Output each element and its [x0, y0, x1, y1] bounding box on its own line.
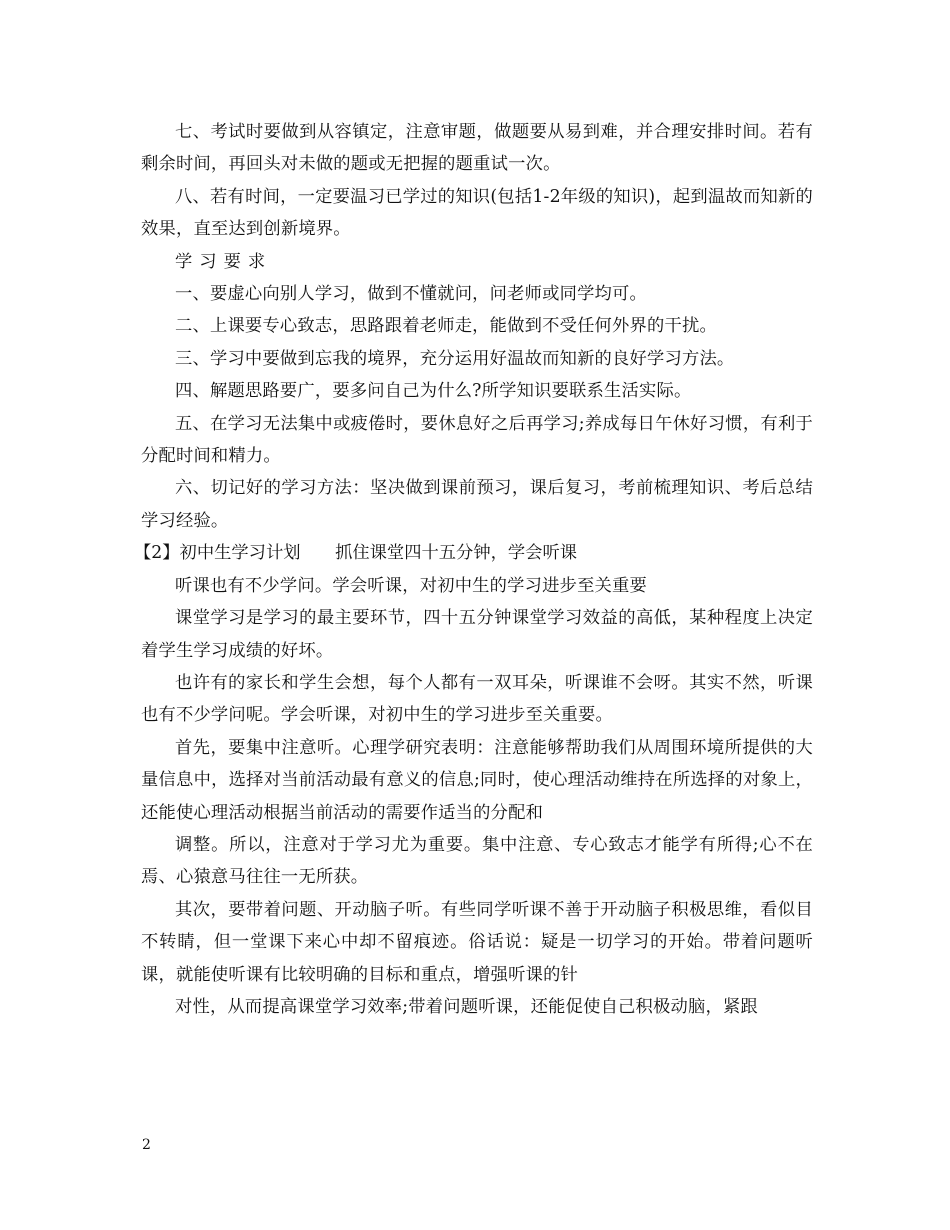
paragraph-parents-students: 也许有的家长和学生会想，每个人都有一双耳朵，听课谁不会呀。其实不然，听课也有不少学问呢。学会听课，对初中生的学习进步至关重要。	[141, 672, 813, 726]
requirement-item-6: 六、切记好的学习方法：坚决做到课前预习，课后复习，考前梳理知识、考后总结学习经验。	[141, 478, 813, 531]
requirement-item-2: 二、上课要专心致志，思路跟着老师走，能做到不受任何外界的干扰。	[175, 316, 717, 337]
requirement-item-1: 一、要虚心向别人学习，做到不懂就问，问老师或同学均可。	[175, 284, 647, 305]
paragraph-first-attention: 首先，要集中注意听。心理学研究表明：注意能够帮助我们从周围环境所提供的大量信息中，选择对当前活动最有意义的信息;同时，使心理活动维持在所选择的对象上，还能使心理活动根据当前活动的需要作适当的分配和	[141, 737, 813, 823]
paragraph-targeted-listening: 对性，从而提高课堂学习效率;带着问题听课，还能促使自己积极动脑，紧跟	[175, 996, 758, 1017]
section-heading-study-requirements: 学习要求	[175, 251, 273, 272]
paragraph-item-7: 七、考试时要做到从容镇定，注意审题，做题要从易到难，并合理安排时间。若有剩余时间，再回头对未做的题或无把握的题重试一次。	[141, 122, 813, 175]
requirement-item-4: 四、解题思路要广，要多问自己为什么?所学知识要联系生活实际。	[175, 381, 692, 402]
document-body	[134, 116, 813, 1023]
paragraph-classroom-learning: 课堂学习是学习的最主要环节，四十五分钟课堂学习效益的高低，某种程度上决定着学生学习成绩的好坏。	[141, 608, 813, 661]
paragraph-listening-intro: 听课也有不少学问。学会听课，对初中生的学习进步至关重要	[175, 575, 647, 596]
paragraph-second-questions: 其次，要带着问题、开动脑子听。有些同学听课不善于开动脑子积极思维，看似目不转睛，但一堂课下来心中却不留痕迹。俗话说：疑是一切学习的开始。带着问题听课，就能使听课有比较明确的目标和重点，增强听课的针	[141, 899, 813, 985]
section-heading-plan-2: 【2】初中生学习计划 抓住课堂四十五分钟，学会听课	[134, 543, 578, 564]
requirement-item-5: 五、在学习无法集中或疲倦时，要休息好之后再学习;养成每日午休好习惯，有利于分配时间和精力。	[141, 413, 813, 467]
requirement-item-3: 三、学习中要做到忘我的境界，充分运用好温故而知新的良好学习方法。	[175, 348, 735, 369]
paragraph-item-8: 八、若有时间，一定要温习已学过的知识(包括1-2年级的知识)，起到温故而知新的效果，直至达到创新境界。	[141, 186, 813, 240]
paragraph-adjustment: 调整。所以，注意对于学习尤为重要。集中注意、专心致志才能学有所得;心不在焉、心猿意马往往一无所获。	[141, 834, 813, 888]
page-number: 2	[142, 1137, 151, 1153]
